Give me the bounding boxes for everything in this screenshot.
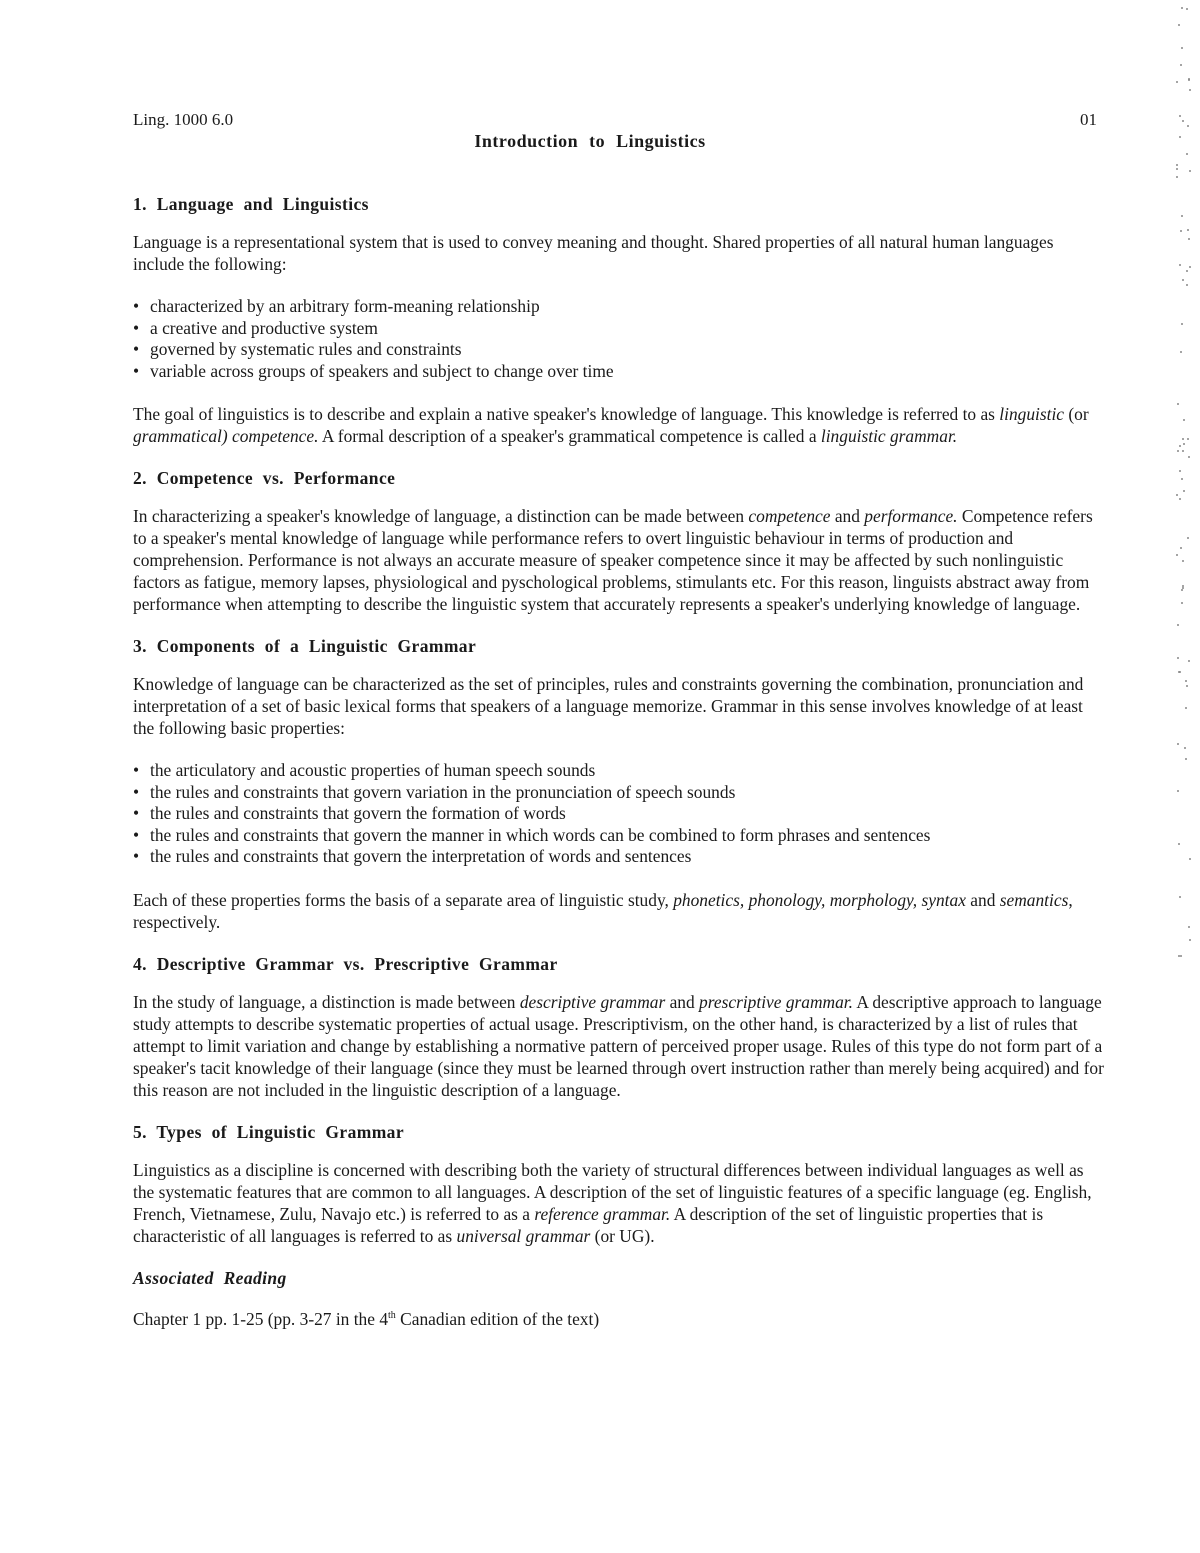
scan-speck: [1189, 858, 1191, 860]
scan-speck: [1184, 747, 1186, 749]
term: semantics: [999, 889, 1069, 910]
term: performance.: [864, 506, 958, 526]
text-run: and: [665, 991, 700, 1012]
scan-speck: [1181, 47, 1183, 49]
scan-speck: [1185, 680, 1187, 682]
term: linguistic grammar.: [820, 426, 958, 446]
scan-speck: [1183, 419, 1185, 421]
text-run: and: [965, 889, 1000, 910]
page-number: 01: [1080, 110, 1097, 129]
scan-speck: [1187, 438, 1189, 440]
scan-speck: [1176, 168, 1178, 170]
superscript: th: [388, 1309, 396, 1321]
term: grammatical) competence.: [133, 426, 319, 446]
text-run: Competence refers to a speaker's mental knowledge of language while performance refers to overt linguistic behaviour in terms of production and comprehension. Performance is not always an accurate measure of speaker competence since it may be affected by such nonlinguistic factors as fatigue, memory lapses, physiological and pyschological problems, stimulants etc. For this reason, linguists abstract away from performance when attempting to describe the linguistic system that accurately represents a speaker's underlying knowledge of language.: [133, 506, 1093, 614]
list-item: • governed by systematic rules and constraints: [133, 339, 1108, 361]
section-heading: 4. Descriptive Grammar vs. Prescriptive Grammar: [133, 953, 558, 974]
scan-speck: [1179, 136, 1181, 138]
scan-speck: [1180, 547, 1182, 549]
paragraph: [133, 991, 1108, 1101]
term: reference grammar.: [534, 1203, 671, 1224]
scan-speck: [1181, 7, 1183, 9]
section-language-and-linguistics: [133, 194, 1108, 447]
list-item: • the rules and constraints that govern variation in the pronunciation of speech sounds: [133, 782, 1108, 804]
scan-speck: [1177, 403, 1179, 405]
term: competence: [748, 506, 831, 526]
scan-speck: [1181, 602, 1183, 604]
scan-speck: [1180, 955, 1182, 957]
scan-speck: [1182, 438, 1184, 440]
scan-speck: [1179, 671, 1181, 673]
scan-speck: [1177, 624, 1179, 626]
scan-speck: [1182, 279, 1184, 281]
scan-speck: [1186, 284, 1188, 286]
text-run: (or: [1064, 404, 1089, 424]
scan-speck: [1179, 498, 1181, 500]
text-run: and: [830, 506, 865, 526]
scan-speck: [1186, 685, 1188, 687]
text-run: (or UG).: [590, 1225, 655, 1246]
scan-speck: [1187, 537, 1189, 539]
section-heading: 1. Language and Linguistics: [133, 194, 369, 214]
text-run: In the study of language, a distinction is made between: [133, 991, 520, 1012]
scan-speck: [1180, 351, 1182, 353]
scan-speck: [1180, 230, 1182, 232]
section-heading: 3. Components of a Linguistic Grammar: [133, 636, 477, 656]
scan-speck: [1185, 758, 1187, 760]
scan-speck: [1178, 843, 1180, 845]
paragraph: Language is a representational system that is used to convey meaning and thought. Shared properties of all natural human languages include the following:: [133, 232, 1054, 274]
scan-speck: [1179, 115, 1181, 117]
scan-speck: [1176, 81, 1178, 83]
scan-speck: [1178, 24, 1180, 26]
list-item: • the rules and constraints that govern the manner in which words can be combined to form phrases and sentences: [133, 825, 1108, 847]
text-run: Each of these properties forms the basis of a separate area of linguistic study,: [133, 889, 674, 910]
text-run: A formal description of a speaker's grammatical competence is called a: [318, 426, 821, 446]
scan-speck: [1188, 456, 1190, 458]
section-heading: Associated Reading: [133, 1267, 287, 1288]
text-run: Chapter 1 pp. 1-25 (pp. 3-27 in the 4: [133, 1308, 389, 1329]
document-title: Introduction to Linguistics: [474, 131, 706, 151]
document-body: [133, 192, 1108, 1329]
scan-speck: [1189, 939, 1191, 941]
scan-speck: [1189, 170, 1191, 172]
scan-speck: [1181, 589, 1183, 591]
scan-speck: [1179, 470, 1181, 472]
scan-speck: [1185, 707, 1187, 709]
section-competence-vs-performance: [133, 468, 1108, 615]
scan-speck: [1179, 445, 1181, 447]
scan-speck: [1181, 215, 1183, 217]
paragraph: [133, 403, 1108, 447]
scan-speck: [1186, 8, 1188, 10]
scan-speck: [1188, 238, 1190, 240]
scan-speck: [1181, 478, 1183, 480]
scan-speck: [1176, 554, 1178, 556]
scan-speck: [1177, 657, 1179, 659]
paragraph: Knowledge of language can be characterized as the set of principles, rules and constraints governing the combination, pronunciation and interpretation of a set of basic lexical forms that speakers of a language memorize. Grammar in this sense involves knowledge of at least the following basic properties:: [133, 674, 1084, 738]
scan-speck: [1177, 450, 1179, 452]
section-heading: 2. Competence vs. Performance: [133, 468, 396, 488]
list-item: • characterized by an arbitrary form-meaning relationship: [133, 296, 1108, 318]
text-run: A description of the set of linguistic properties that is characteristic of all languages is referred to as: [133, 1203, 1044, 1246]
course-code: Ling. 1000 6.0: [133, 110, 234, 129]
bullet-list: [133, 296, 1108, 382]
scan-speck: [1177, 743, 1179, 745]
scan-speck: [1181, 323, 1183, 325]
section-descriptive-vs-prescriptive: [133, 954, 1108, 1101]
scan-speck: [1176, 494, 1178, 496]
section-heading: 5. Types of Linguistic Grammar: [133, 1121, 405, 1142]
scan-speck: [1188, 660, 1190, 662]
text-run: The goal of linguistics is to describe and explain a native speaker's knowledge of language. This knowledge is referred to as: [133, 404, 1000, 424]
bullet-list: [133, 760, 1108, 868]
list-item: • the rules and constraints that govern the interpretation of words and sentences: [133, 846, 1108, 868]
scan-speck: [1176, 164, 1178, 166]
scan-speck: [1180, 64, 1182, 66]
scan-speck: [1183, 443, 1185, 445]
scan-noise: [1176, 0, 1194, 1000]
scan-speck: [1189, 89, 1191, 91]
scan-speck: [1179, 264, 1181, 266]
reading-reference: [133, 1305, 1108, 1330]
scan-speck: [1182, 450, 1184, 452]
scan-speck: [1176, 176, 1178, 178]
section-associated-reading: [133, 1268, 1108, 1330]
scan-speck: [1187, 125, 1189, 127]
paragraph: [133, 505, 1108, 615]
scan-speck: [1182, 120, 1184, 122]
term: universal grammar: [456, 1225, 591, 1246]
text-run: A descriptive approach to language study attempts to describe systematic properties of actual usage. Prescriptivism, on the other hand, is characterized by a list of rules that attempt to limit variation and change by establishing a normative pattern of perceived proper usage. Rules of this type do not form part of a speaker's tacit knowledge of their language (since they must be learned through overt instruction rather than merely being acquired) and for this reason are not included in the linguistic description of a language.: [133, 991, 1104, 1100]
term: phonetics, phonology, morphology, syntax: [673, 889, 966, 910]
list-item: • the rules and constraints that govern the formation of words: [133, 803, 1108, 825]
scan-speck: [1188, 926, 1190, 928]
scan-speck: [1183, 490, 1185, 492]
scan-speck: [1177, 790, 1179, 792]
text-run: Canadian edition of the text): [395, 1308, 600, 1329]
scan-speck: [1182, 560, 1184, 562]
scan-speck: [1179, 896, 1181, 898]
section-types-of-grammar: [133, 1122, 1108, 1247]
scan-speck: [1186, 153, 1188, 155]
scan-speck: [1187, 229, 1189, 231]
text-run: Linguistics as a discipline is concerned with describing both the variety of structural differences between individual languages as well as the systematic features that are common to all languages. A description of the set of linguistic features of a specific language (eg. English, French, Vietnamese, Zulu, Navajo etc.) is referred to as a: [133, 1159, 1092, 1224]
term: linguistic: [999, 404, 1065, 424]
scan-speck: [1189, 266, 1191, 268]
paragraph: [133, 889, 1108, 933]
text-run: In characterizing a speaker's knowledge of language, a distinction can be made between: [133, 506, 749, 526]
section-components-of-grammar: [133, 636, 1108, 933]
scan-speck: [1186, 270, 1188, 272]
scan-speck: [1182, 587, 1184, 589]
term: prescriptive grammar.: [699, 991, 853, 1012]
list-item: • variable across groups of speakers and subject to change over time: [133, 361, 1108, 383]
term: descriptive grammar: [519, 991, 666, 1012]
text-run: , respectively.: [133, 889, 1073, 932]
scan-speck: [1188, 79, 1190, 81]
list-item: • a creative and productive system: [133, 318, 1108, 340]
paragraph: [133, 1159, 1108, 1247]
list-item: • the articulatory and acoustic properties of human speech sounds: [133, 760, 1108, 782]
